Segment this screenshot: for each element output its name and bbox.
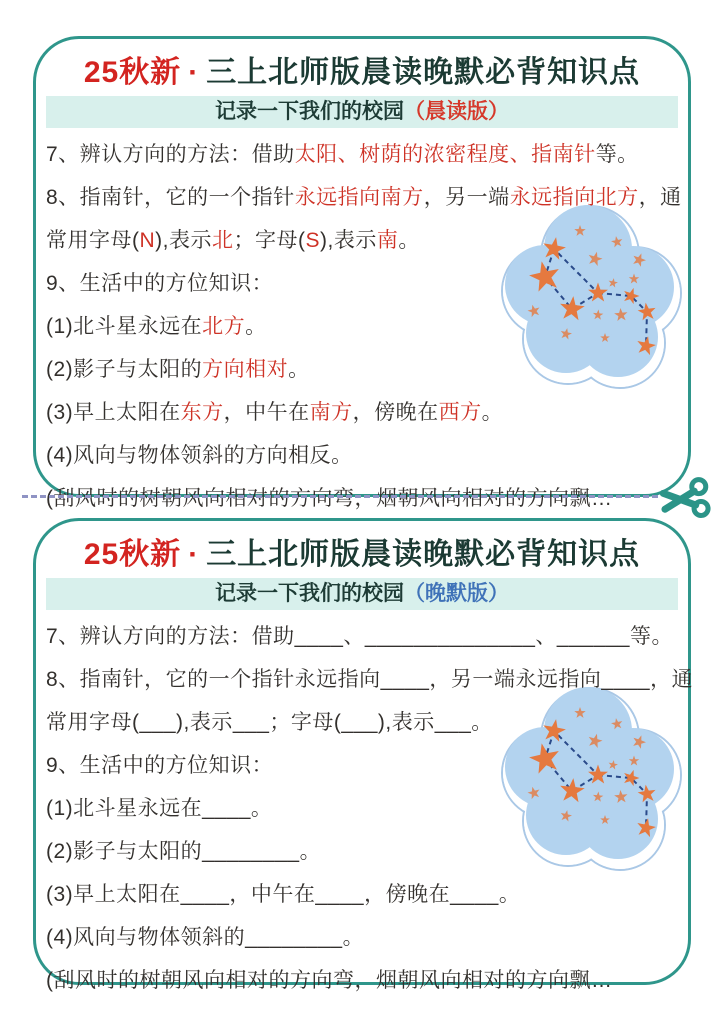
subtitle-bar xyxy=(46,578,678,610)
worksheet-line: 9、生活中的方位知识： xyxy=(46,754,274,777)
worksheet-line: 7、辨认方向的方法：借助____、______________、______等。 xyxy=(46,625,673,648)
worksheet-line: 7、辨认方向的方法：借助太阳、树荫的浓密程度、指南针等。 xyxy=(46,143,639,166)
worksheet-card-morning xyxy=(33,36,691,510)
worksheet-line: (2)影子与太阳的方向相对。 xyxy=(46,358,310,381)
page-title xyxy=(46,47,678,91)
worksheet-text-block xyxy=(36,610,694,1002)
cut-line-divider xyxy=(0,476,724,524)
worksheet-line: (4)风向与物体领斜的方向相反。 xyxy=(46,444,353,467)
worksheet-card-evening xyxy=(33,518,694,992)
worksheet-line: (2)影子与太阳的________。 xyxy=(46,840,322,863)
title-separator-dot: · xyxy=(188,56,200,89)
worksheet-line: (刮风时的树朝风向相对的方向弯，烟朝风向相对的方向飘… xyxy=(46,969,613,992)
worksheet-text-block xyxy=(36,128,688,520)
scissors-icon xyxy=(658,473,715,524)
subtitle-text: 记录一下我们的校园 xyxy=(215,582,404,605)
title-main: 三上北师版晨读晚默必背知识点 xyxy=(206,538,641,571)
worksheet-line: (1)北斗星永远在北方。 xyxy=(46,315,267,338)
page-title xyxy=(46,529,678,573)
worksheet-line: (3)早上太阳在东方，中午在南方，傍晚在西方。 xyxy=(46,401,504,424)
edition-tag: （晨读版） xyxy=(404,100,509,123)
worksheet-line: 8、指南针，它的一个指针永远指向南方，另一端永远指向北方，通 xyxy=(46,186,682,209)
worksheet-line: (1)北斗星永远在____。 xyxy=(46,797,273,820)
worksheet-line: (3)早上太阳在____，中午在____，傍晚在____。 xyxy=(46,883,521,906)
worksheet-line: 常用字母(___),表示___；字母(___),表示___。 xyxy=(46,711,493,734)
title-main: 三上北师版晨读晚默必背知识点 xyxy=(206,56,641,89)
worksheet-line: 9、生活中的方位知识： xyxy=(46,272,274,295)
title-highlight: 25秋新 xyxy=(83,56,182,89)
subtitle-bar xyxy=(46,96,678,128)
worksheet-line: (4)风向与物体领斜的________。 xyxy=(46,926,365,949)
worksheet-line: (刮风时的树朝风向相对的方向弯，烟朝风向相对的方向飘… xyxy=(46,487,613,510)
title-separator-dot: · xyxy=(188,538,200,571)
worksheet-line: 常用字母(N),表示北；字母(S),表示南。 xyxy=(46,229,420,252)
subtitle-text: 记录一下我们的校园 xyxy=(215,100,404,123)
dashed-cut-line xyxy=(22,495,658,498)
edition-tag: （晚默版） xyxy=(404,582,509,605)
title-highlight: 25秋新 xyxy=(83,538,182,571)
worksheet-line: 8、指南针，它的一个指针永远指向____，另一端永远指向____，通 xyxy=(46,668,694,691)
